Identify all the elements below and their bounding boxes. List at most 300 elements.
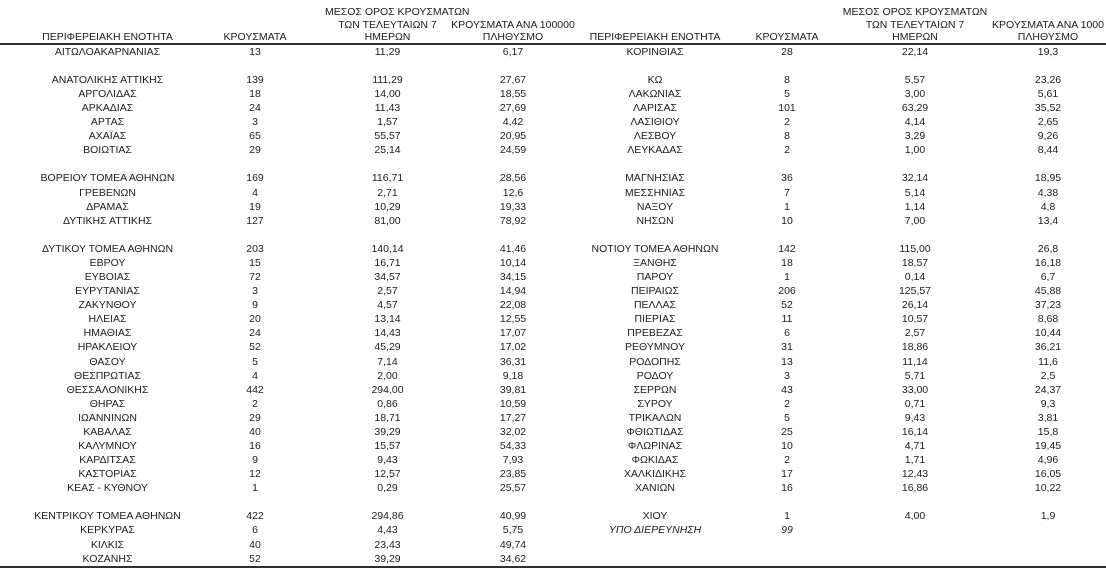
region-name: ΚΑΣΤΟΡΙΑΣ [78, 468, 137, 481]
value-cell: 11 [781, 313, 793, 326]
value-cell: 5,75 [502, 524, 524, 537]
region-name: ΘΕΣΣΑΛΟΝΙΚΗΣ [66, 383, 149, 396]
value-cell: 5,57 [904, 73, 926, 86]
value-cell: 72 [249, 271, 261, 284]
value-cell: 17,02 [499, 341, 527, 354]
value-cell: 4,43 [377, 524, 398, 537]
region-name: ΚΑΛΥΜΝΟΥ [78, 439, 137, 452]
table-row [0, 186, 1106, 200]
table-row [0, 397, 1106, 411]
value-cell: 39,81 [499, 383, 527, 396]
value-cell: 49,74 [499, 538, 527, 551]
value-cell: 1,9 [1040, 510, 1056, 523]
column-header-cases-per-1000 [990, 19, 1106, 45]
value-cell: 7,00 [904, 214, 926, 227]
table-row [0, 510, 1106, 524]
value-cell: 12,57 [374, 468, 401, 481]
table-row [0, 242, 1106, 256]
value-cell: 101 [778, 102, 796, 115]
table-header-row [0, 0, 1106, 45]
value-cell: 2,65 [1037, 116, 1059, 129]
value-cell: 23,43 [374, 538, 401, 551]
table-row [0, 144, 1106, 158]
value-cell: 1,14 [904, 200, 926, 213]
value-cell: 0,71 [904, 397, 926, 410]
value-cell: 65 [249, 130, 261, 143]
region-name: ΛΑΚΩΝΙΑΣ [628, 88, 682, 101]
value-cell: 17,07 [499, 327, 527, 340]
value-cell: 4,38 [1037, 186, 1059, 199]
table-row [0, 87, 1106, 101]
value-cell: 17 [781, 468, 793, 481]
value-cell: 9,43 [904, 411, 926, 424]
value-cell: 33,00 [901, 383, 929, 396]
value-cell: 27,69 [499, 102, 527, 115]
header-line: ΜΕΣΟΣ ΟΡΟΣ ΚΡΟΥΣΜΑΤΩΝ [842, 6, 988, 18]
column-header-cases-per-100000 [450, 19, 576, 45]
column-header-cases-right [734, 31, 840, 45]
column-header-region-right [576, 31, 734, 45]
value-cell: 28,56 [499, 172, 527, 185]
region-name: ΚΑΒΑΛΑΣ [83, 425, 132, 438]
table-row [0, 298, 1106, 312]
table-row [0, 538, 1106, 552]
value-cell: 55,57 [374, 130, 401, 143]
value-cell: 12 [249, 468, 261, 481]
region-name: ΚΕΑΣ - ΚΥΘΝΟΥ [67, 482, 148, 495]
value-cell: 4,96 [1037, 454, 1059, 467]
value-cell: 41,46 [499, 242, 527, 255]
value-cell: 45,88 [1034, 285, 1062, 298]
value-cell: 81,00 [374, 214, 401, 227]
region-name: ΜΑΓΝΗΣΙΑΣ [625, 172, 685, 185]
value-cell: 20 [249, 313, 261, 326]
value-cell: 1,57 [377, 116, 398, 129]
table-row [0, 256, 1106, 270]
value-cell: 54,33 [499, 439, 527, 452]
header-line: ΚΡΟΥΣΜΑΤΑ [223, 31, 287, 44]
header-line: ΗΜΕΡΩΝ [892, 31, 938, 44]
value-cell: 140,14 [371, 242, 404, 255]
value-cell: 3 [784, 369, 790, 382]
value-cell: 115,00 [899, 242, 931, 255]
value-cell: 18,57 [901, 256, 929, 269]
table-row [0, 172, 1106, 186]
value-cell: 16,86 [901, 482, 929, 495]
region-name: ΧΑΝΙΩΝ [635, 482, 675, 495]
table-row [0, 411, 1106, 425]
value-cell: 6,17 [502, 45, 524, 58]
value-cell: 4,00 [904, 510, 926, 523]
region-name: ΑΙΤΩΛΟΑΚΑΡΝΑΝΙΑΣ [54, 45, 161, 58]
region-name: ΥΠΟ ΔΙΕΡΕΥΝΗΣΗ [608, 524, 702, 537]
value-cell: 4,71 [904, 439, 926, 452]
region-name: ΛΕΣΒΟΥ [633, 130, 677, 143]
region-name: ΚΕΝΤΡΙΚΟΥ ΤΟΜΕΑ ΑΘΗΝΩΝ [34, 510, 181, 523]
value-cell: 4 [252, 186, 258, 199]
region-name: ΖΑΚΥΝΘΟΥ [78, 299, 137, 312]
value-cell: 31 [781, 341, 793, 354]
region-name: ΚΟΖΑΝΗΣ [82, 552, 133, 565]
value-cell: 99 [781, 524, 793, 537]
value-cell: 25 [781, 425, 793, 438]
region-name: ΚΩ [647, 73, 663, 86]
value-cell: 5 [784, 411, 790, 424]
table-row [0, 101, 1106, 115]
value-cell: 3,00 [904, 88, 926, 101]
value-cell: 19,45 [1034, 439, 1062, 452]
value-cell: 2,5 [1040, 369, 1056, 382]
table-row [0, 270, 1106, 284]
value-cell: 52 [781, 299, 793, 312]
region-name: ΝΑΞΟΥ [636, 200, 674, 213]
value-cell: 6 [252, 524, 258, 537]
value-cell: 9 [252, 454, 258, 467]
region-name: ΛΑΡΙΣΑΣ [633, 102, 677, 115]
value-cell: 13 [781, 355, 793, 368]
value-cell: 3 [252, 116, 258, 129]
table-row [0, 312, 1106, 326]
value-cell: 2 [784, 116, 790, 129]
value-cell: 34,57 [374, 271, 401, 284]
value-cell: 10,22 [1034, 482, 1062, 495]
region-name: ΗΛΕΙΑΣ [88, 313, 127, 326]
region-name: ΕΥΒΟΙΑΣ [84, 271, 131, 284]
value-cell: 22,08 [499, 299, 527, 312]
region-name: ΕΒΡΟΥ [89, 256, 126, 269]
value-cell: 127 [246, 214, 264, 227]
value-cell: 1 [252, 482, 258, 495]
value-cell: 23,85 [499, 468, 527, 481]
value-cell: 7,93 [502, 454, 524, 467]
value-cell: 14,94 [499, 285, 527, 298]
value-cell: 16,05 [1034, 468, 1062, 481]
header-line: ΤΩΝ ΤΕΛΕΥΤΑΙΩΝ 7 [338, 18, 437, 31]
region-name: ΑΝΑΤΟΛΙΚΗΣ ΑΤΤΙΚΗΣ [51, 73, 164, 86]
table-row [0, 73, 1106, 87]
column-header-7day-average-right [840, 6, 990, 45]
value-cell: 36,31 [499, 355, 527, 368]
header-line: ΚΡΟΥΣΜΑΤΑ ΑΝΑ 100000 [451, 18, 575, 31]
value-cell: 442 [246, 383, 264, 396]
value-cell: 11,43 [374, 102, 401, 115]
table-row [0, 129, 1106, 143]
value-cell: 10,29 [374, 200, 401, 213]
value-cell: 2,57 [904, 327, 926, 340]
value-cell: 25,57 [499, 482, 527, 495]
header-line: ΤΩΝ ΤΕΛΕΥΤΑΙΩΝ 7 [865, 18, 965, 31]
table-body [0, 45, 1106, 568]
region-name: ΚΙΛΚΙΣ [90, 538, 125, 551]
value-cell: 294,00 [371, 383, 404, 396]
value-cell: 45,29 [374, 341, 401, 354]
value-cell: 4,42 [502, 116, 524, 129]
value-cell: 22,14 [901, 45, 929, 58]
value-cell: 1 [784, 510, 790, 523]
value-cell: 0,14 [904, 271, 926, 284]
region-name: ΦΩΚΙΔΑΣ [631, 454, 679, 467]
table-row [0, 200, 1106, 214]
table-row [0, 284, 1106, 298]
value-cell: 40,99 [499, 510, 527, 523]
region-name: ΠΕΙΡΑΙΩΣ [631, 285, 679, 298]
value-cell: 2,71 [377, 186, 398, 199]
value-cell: 18 [781, 256, 793, 269]
table-row [0, 327, 1106, 341]
spacer-row [0, 59, 1106, 73]
value-cell: 16,14 [901, 425, 929, 438]
table-row [0, 481, 1106, 495]
value-cell: 13 [249, 45, 261, 58]
table-row [0, 425, 1106, 439]
header-line: ΜΕΣΟΣ ΟΡΟΣ ΚΡΟΥΣΜΑΤΩΝ [325, 6, 470, 18]
region-name: ΑΡΤΑΣ [90, 116, 125, 129]
value-cell: 3 [252, 285, 258, 298]
table-row [0, 552, 1106, 566]
spacer-row [0, 496, 1106, 510]
header-line: ΠΕΡΙΦΕΡΕΙΑΚΗ ΕΝΟΤΗΤΑ [589, 31, 721, 44]
header-line: ΠΛΗΘΥΣΜΟ [1017, 31, 1079, 44]
value-cell: 9,18 [502, 369, 524, 382]
value-cell: 36,21 [1034, 341, 1062, 354]
table-row [0, 214, 1106, 228]
region-name: ΚΕΡΚΥΡΑΣ [80, 524, 135, 537]
header-line: ΚΡΟΥΣΜΑΤΑ ΑΝΑ 1000 [992, 18, 1104, 31]
value-cell: 28 [781, 45, 793, 58]
value-cell: 142 [778, 242, 796, 255]
region-name: ΚΑΡΔΙΤΣΑΣ [79, 454, 136, 467]
value-cell: 19 [249, 200, 261, 213]
value-cell: 111,29 [372, 73, 403, 86]
value-cell: 9,43 [377, 454, 398, 467]
value-cell: 1,71 [904, 454, 926, 467]
region-name: ΜΕΣΣΗΝΙΑΣ [624, 186, 686, 199]
value-cell: 10 [781, 439, 793, 452]
column-header-7day-average-left [325, 6, 470, 45]
value-cell: 9 [252, 299, 258, 312]
value-cell: 29 [249, 411, 261, 424]
table-row [0, 439, 1106, 453]
value-cell: 116,71 [371, 172, 404, 185]
value-cell: 14,43 [374, 327, 401, 340]
value-cell: 4 [252, 369, 258, 382]
table-row [0, 355, 1106, 369]
header-line: ΠΕΡΙΦΕΡΕΙΑΚΗ ΕΝΟΤΗΤΑ [42, 31, 173, 44]
value-cell: 18,86 [901, 341, 929, 354]
value-cell: 6,7 [1040, 271, 1056, 284]
region-name: ΕΥΡΥΤΑΝΙΑΣ [75, 285, 140, 298]
value-cell: 63,29 [901, 102, 929, 115]
column-header-cases-left [185, 31, 325, 45]
header-line: ΠΛΗΘΥΣΜΟ [482, 31, 544, 44]
table-row [0, 467, 1106, 481]
value-cell: 10,57 [901, 313, 929, 326]
value-cell: 23,26 [1034, 73, 1062, 86]
value-cell: 16,18 [1034, 256, 1062, 269]
value-cell: 203 [246, 242, 264, 255]
value-cell: 24,59 [499, 144, 527, 157]
value-cell: 139 [246, 73, 264, 86]
value-cell: 78,92 [499, 214, 527, 227]
value-cell: 206 [778, 285, 796, 298]
value-cell: 29 [249, 144, 261, 157]
value-cell: 24 [249, 327, 261, 340]
region-name: ΠΡΕΒΕΖΑΣ [627, 327, 683, 340]
region-name: ΛΑΣΙΘΙΟΥ [630, 116, 680, 129]
value-cell: 27,67 [499, 73, 527, 86]
region-name: ΠΙΕΡΙΑΣ [634, 313, 676, 326]
value-cell: 1 [784, 200, 790, 213]
value-cell: 125,57 [898, 285, 932, 298]
value-cell: 34,15 [499, 271, 527, 284]
region-name: ΑΡΓΟΛΙΔΑΣ [78, 88, 137, 101]
region-name: ΡΕΘΥΜΝΟΥ [624, 341, 685, 354]
value-cell: 11,14 [902, 355, 928, 368]
value-cell: 16 [781, 482, 793, 495]
value-cell: 10,59 [499, 397, 527, 410]
value-cell: 13,14 [374, 313, 401, 326]
region-name: ΧΙΟΥ [642, 510, 668, 523]
value-cell: 2 [252, 397, 258, 410]
column-header-region-left [30, 31, 185, 45]
value-cell: 35,52 [1034, 102, 1062, 115]
value-cell: 18,55 [499, 88, 527, 101]
value-cell: 32,14 [901, 172, 929, 185]
value-cell: 5 [784, 88, 790, 101]
value-cell: 10,44 [1034, 327, 1062, 340]
header-line: ΗΜΕΡΩΝ [364, 31, 411, 44]
value-cell: 8,68 [1037, 313, 1059, 326]
value-cell: 13,4 [1037, 214, 1059, 227]
region-name: ΓΡΕΒΕΝΩΝ [79, 186, 136, 199]
value-cell: 24 [249, 102, 261, 115]
value-cell: 19,33 [499, 200, 527, 213]
value-cell: 36 [781, 172, 793, 185]
table-row [0, 45, 1106, 59]
value-cell: 34,62 [499, 552, 527, 565]
region-name: ΙΩΑΝΝΙΝΩΝ [78, 411, 137, 424]
region-name: ΔΥΤΙΚΟΥ ΤΟΜΕΑ ΑΘΗΝΩΝ [41, 242, 174, 255]
value-cell: 2 [784, 454, 790, 467]
value-cell: 422 [246, 510, 264, 523]
value-cell: 10,14 [499, 256, 527, 269]
table-row [0, 524, 1106, 538]
value-cell: 2 [784, 144, 790, 157]
table-row [0, 341, 1106, 355]
region-name: ΦΛΩΡΙΝΑΣ [627, 439, 683, 452]
value-cell: 7,14 [377, 355, 398, 368]
value-cell: 5,14 [904, 186, 926, 199]
region-name: ΞΑΝΘΗΣ [633, 256, 677, 269]
region-name: ΦΘΙΩΤΙΔΑΣ [626, 425, 684, 438]
region-name: ΝΗΣΩΝ [636, 214, 674, 227]
value-cell: 294,86 [371, 510, 404, 523]
value-cell: 2 [784, 397, 790, 410]
value-cell: 18 [249, 88, 261, 101]
region-name: ΘΑΣΟΥ [89, 355, 126, 368]
value-cell: 7 [784, 186, 790, 199]
header-line: ΚΡΟΥΣΜΑΤΑ [755, 31, 819, 44]
value-cell: 5 [252, 355, 258, 368]
value-cell: 16,71 [374, 256, 401, 269]
value-cell: 1 [784, 271, 790, 284]
value-cell: 52 [249, 552, 261, 565]
value-cell: 3,81 [1037, 411, 1059, 424]
spacer-row [0, 228, 1106, 242]
value-cell: 11,29 [374, 45, 401, 58]
value-cell: 12,55 [499, 313, 527, 326]
value-cell: 26,8 [1037, 242, 1059, 255]
region-name: ΣΥΡΟΥ [637, 397, 673, 410]
value-cell: 43 [781, 383, 793, 396]
value-cell: 24,37 [1034, 383, 1062, 396]
region-name: ΔΥΤΙΚΗΣ ΑΤΤΙΚΗΣ [62, 214, 153, 227]
value-cell: 15 [249, 256, 261, 269]
table-row [0, 115, 1106, 129]
table-row [0, 453, 1106, 467]
value-cell: 9,26 [1037, 130, 1059, 143]
table-row [0, 369, 1106, 383]
value-cell: 17,27 [499, 411, 527, 424]
value-cell: 14,00 [374, 88, 401, 101]
value-cell: 52 [249, 341, 261, 354]
region-name: ΑΧΑΪΑΣ [88, 130, 127, 143]
region-name: ΒΟΙΩΤΙΑΣ [83, 144, 132, 157]
region-name: ΠΕΛΛΑΣ [633, 299, 677, 312]
value-cell: 32,02 [499, 425, 527, 438]
region-name: ΔΡΑΜΑΣ [86, 200, 129, 213]
value-cell: 0,29 [377, 482, 398, 495]
value-cell: 2,00 [377, 369, 398, 382]
value-cell: 169 [246, 172, 264, 185]
value-cell: 10 [781, 214, 793, 227]
region-name: ΗΡΑΚΛΕΙΟΥ [77, 341, 138, 354]
region-name: ΒΟΡΕΙΟΥ ΤΟΜΕΑ ΑΘΗΝΩΝ [40, 172, 175, 185]
value-cell: 0,86 [377, 397, 398, 410]
value-cell: 4,14 [904, 116, 926, 129]
value-cell: 16 [249, 439, 261, 452]
value-cell: 18,95 [1034, 172, 1062, 185]
value-cell: 8 [784, 130, 790, 143]
value-cell: 15,8 [1037, 425, 1059, 438]
value-cell: 5,61 [1037, 88, 1059, 101]
value-cell: 6 [784, 327, 790, 340]
region-name: ΡΟΔΟΥ [636, 369, 674, 382]
region-name: ΛΕΥΚΑΔΑΣ [627, 144, 683, 157]
value-cell: 39,29 [374, 425, 401, 438]
region-name: ΣΕΡΡΩΝ [633, 383, 677, 396]
value-cell: 20,95 [499, 130, 527, 143]
value-cell: 5,71 [904, 369, 926, 382]
value-cell: 2,57 [377, 285, 398, 298]
value-cell: 1,00 [904, 144, 926, 157]
value-cell: 19,3 [1037, 45, 1059, 58]
region-name: ΡΟΔΟΠΗΣ [629, 355, 681, 368]
value-cell: 39,29 [374, 552, 401, 565]
value-cell: 9,3 [1040, 397, 1056, 410]
region-name: ΧΑΛΚΙΔΙΚΗΣ [624, 468, 686, 481]
region-name: ΘΕΣΠΡΩΤΙΑΣ [74, 369, 141, 382]
value-cell: 25,14 [374, 144, 401, 157]
value-cell: 18,71 [374, 411, 401, 424]
region-name: ΤΡΙΚΑΛΩΝ [628, 411, 682, 424]
region-name: ΗΜΑΘΙΑΣ [83, 327, 132, 340]
value-cell: 12,43 [901, 468, 929, 481]
region-name: ΝΟΤΙΟΥ ΤΟΜΕΑ ΑΘΗΝΩΝ [591, 242, 719, 255]
table-row [0, 383, 1106, 397]
value-cell: 8 [784, 73, 790, 86]
spacer-row [0, 158, 1106, 172]
